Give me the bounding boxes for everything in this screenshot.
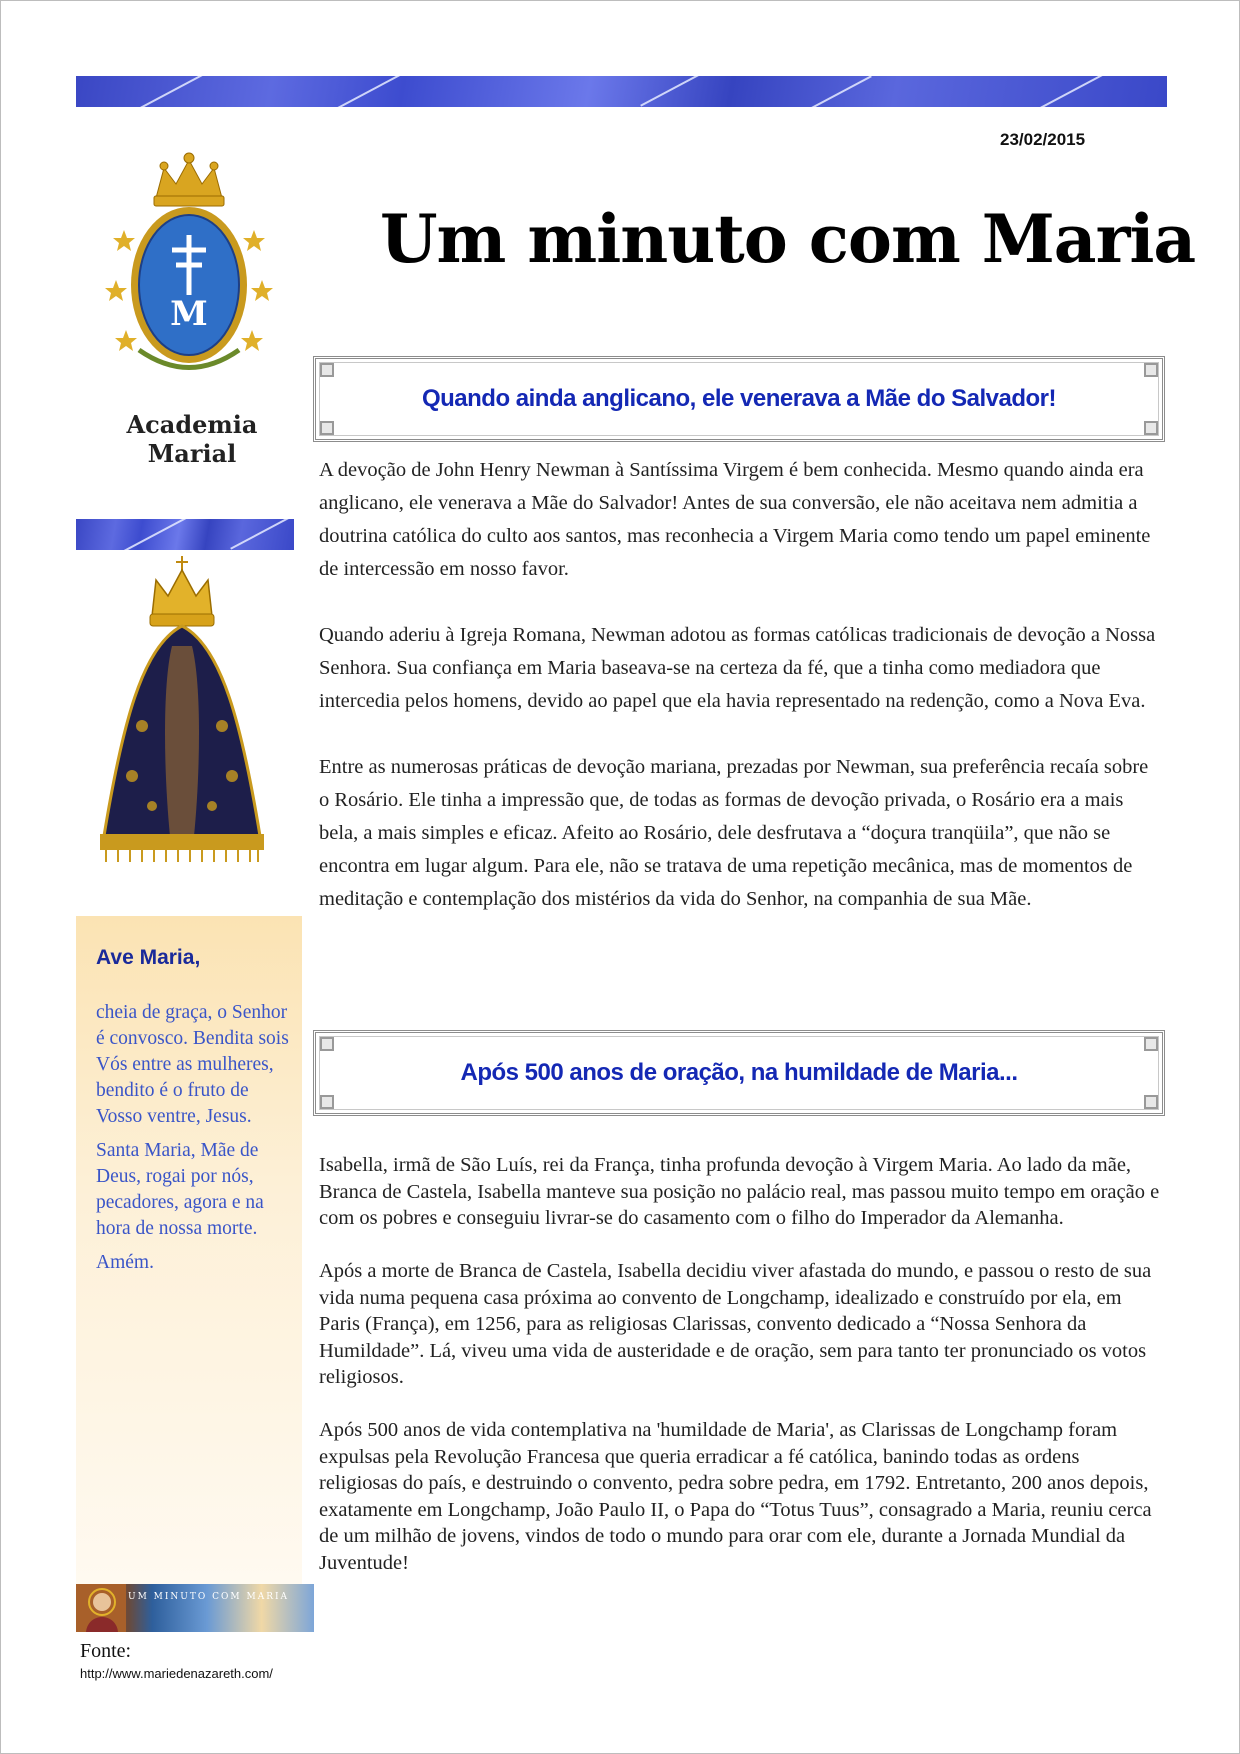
ave-maria-prayer-box — [76, 916, 302, 1596]
prayer-paragraph: Santa Maria, Mãe de Deus, rogai por nós, pecadores, agora e na hora de nossa morte. — [96, 1140, 264, 1239]
academia-marial-logo — [104, 150, 274, 380]
madonna-icon — [76, 1584, 126, 1632]
logo-caption: Academia Marial — [126, 410, 258, 468]
prayer-body — [96, 1000, 296, 1284]
banner-streak — [330, 76, 402, 107]
source-label: Fonte: — [80, 1640, 132, 1662]
our-lady-aparecida-image — [82, 556, 282, 866]
publication-date: 23/02/2015 — [1000, 130, 1086, 149]
promo-text: UM MINUTO COM MARIA — [128, 1592, 290, 1602]
page-title: Um minuto com Maria — [380, 200, 1196, 278]
article-body — [319, 454, 1163, 949]
article-heading: Após 500 anos de oração, na humildade de Maria... — [460, 1059, 1018, 1086]
article-heading: Quando ainda anglicano, ele venerava a Mãe do Salvador! — [421, 385, 1057, 412]
article-paragraph: A devoção de John Henry Newman à Santíssima Virgem é bem conhecida. Mesmo quando ainda era anglicano, ele venerava a Mãe do Salvador! Antes de sua conversão, ele não aceitava nem admitia a doutrina católica do culto aos santos, mas reconhecia a Virgem Maria como tendo um papel eminente de intercessão em nosso favor. — [319, 459, 1151, 580]
frame-corner — [320, 421, 334, 435]
frame-corner — [1144, 363, 1158, 377]
top-decorative-banner — [76, 76, 1167, 107]
banner-streak — [140, 76, 212, 107]
article-heading-frame — [313, 1030, 1165, 1116]
um-minuto-com-maria-promo-banner[interactable] — [76, 1584, 314, 1632]
source-url-link[interactable]: http://www.mariedenazareth.com/ — [80, 1666, 273, 1681]
article-paragraph: Quando aderiu à Igreja Romana, Newman adotou as formas católicas tradicionais de devoção a Nossa Senhora. Sua confiança em Maria baseava-se na certeza da fé, que a tinha como mediadora que intercedia pelos homens, devido ao papel que ela havia representado na redenção, como a Nova Eva. — [319, 624, 1156, 712]
prayer-paragraph: cheia de graça, o Senhor é convosco. Bendita sois Vós entre as mulheres, bendito é o fruto de Vosso ventre, Jesus. — [96, 1002, 289, 1127]
prayer-title: Ave Maria, — [96, 946, 201, 969]
banner-streak — [1040, 76, 1112, 107]
frame-corner — [320, 363, 334, 377]
article-heading-frame — [313, 356, 1165, 442]
article-paragraph: Após 500 anos de vida contemplativa na 'humildade de Maria', as Clarissas de Longchamp foram expulsas pela Revolução Francesa que queria erradicar a fé católica, banindo todas as ordens religiosas do país, e destruindo o convento, pedra sobre pedra, em 1792. Entretanto, 200 anos depois, exatamente em Longchamp, João Paulo II, o Papa do “Totus Tuus”, consagrado a Maria, reuniu cerca de um milhão de jovens, vindos de todo o mundo para orar com ele, durante a Jornada Mundial da Juventude! — [319, 1419, 1152, 1574]
banner-streak — [800, 76, 872, 107]
article-paragraph: Isabella, irmã de São Luís, rei da França, tinha profunda devoção à Virgem Maria. Ao lado da mãe, Branca de Castela, Isabella manteve sua posição no palácio real, mas passou muito tempo em oração e com os pobres e conseguiu livrar-se do casamento com o filho do Imperador da Alemanha. — [319, 1154, 1160, 1229]
frame-corner — [1144, 1037, 1158, 1051]
svg-text:M: M — [170, 294, 208, 334]
prayer-paragraph: Amém. — [96, 1252, 154, 1273]
statue-icon — [82, 556, 282, 866]
article-paragraph: Após a morte de Branca de Castela, Isabella decidiu viver afastada do mundo, e passou o resto de sua vida numa pequena casa próxima ao convento de Longchamp, idealizado e construído por ela, em Paris (França), em 1256, para as religiosas Clarissas, convento dedicado a “Nossa Senhora da Humildade”. Lá, viveu uma vida de austeridade e de oração, sem para tanto ter pronunciado os votos religiosos. — [319, 1260, 1152, 1388]
article-body — [319, 1152, 1163, 1603]
frame-corner — [320, 1037, 334, 1051]
banner-streak — [230, 519, 294, 550]
banner-streak — [120, 519, 192, 550]
side-decorative-banner — [76, 519, 294, 550]
frame-corner — [1144, 1095, 1158, 1109]
article-paragraph: Entre as numerosas práticas de devoção mariana, prezadas por Newman, sua preferência recaía sobre o Rosário. Ele tinha a impressão que, de todas as formas de devoção privada, o Rosário era a mais bela, a mais simples e eficaz. Afeito ao Rosário, dele desfrutava a “doçura tranqüila”, que não se encontra em lugar algum. Para ele, não se tratava de uma repetição mecânica, mas de momentos de meditação e contemplação dos mistérios da vida do Senhor, na companhia de sua Mãe. — [319, 756, 1149, 910]
frame-corner — [1144, 421, 1158, 435]
frame-corner — [320, 1095, 334, 1109]
banner-streak — [640, 76, 712, 107]
logo-emblem-icon — [104, 150, 274, 380]
